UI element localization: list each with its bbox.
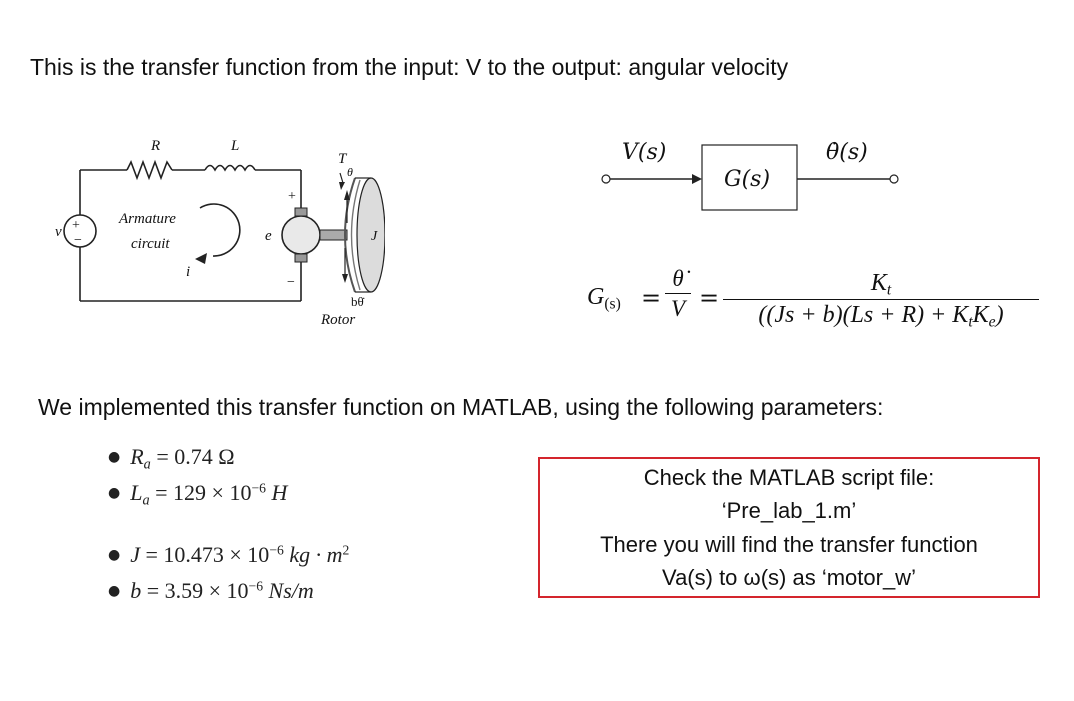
equals-sign: = xyxy=(641,284,662,312)
matlab-note-line: Check the MATLAB script file: xyxy=(643,464,935,490)
matlab-note-box xyxy=(538,457,1040,598)
param-la: ● $L_a = 129 \times 10^{-6}$ H xyxy=(108,480,288,509)
bullet-icon: ● xyxy=(108,449,121,465)
param-b: ● $b = 3.59 \times 10^{-6}$ Ns/m xyxy=(108,578,314,603)
fraction-motor-model: $K_t$ $((Js + b)(Ls + R) + K_tK_e)$ xyxy=(723,270,1039,329)
svg-text:−: − xyxy=(74,233,82,248)
block-diagram xyxy=(590,128,920,218)
motor-icon xyxy=(282,216,320,254)
tf-lhs: $G_{(s)}$ xyxy=(587,284,621,313)
parameter-list xyxy=(108,444,508,624)
bullet-icon: ● xyxy=(108,583,121,599)
svg-text:Rotor: Rotor xyxy=(321,312,356,328)
svg-text:e: e xyxy=(265,228,272,244)
rotor-flywheel-icon xyxy=(345,178,385,292)
svg-text:L: L xyxy=(231,138,240,154)
param-ra: ● $R_a = 0.74$ Ω xyxy=(108,444,235,473)
svg-text:+: + xyxy=(288,189,296,204)
matlab-note-line: There you will find the transfer function xyxy=(600,531,978,557)
matlab-note-line: ‘Pre_lab_1.m’ xyxy=(721,498,857,523)
svg-text:θ: θ xyxy=(347,165,353,179)
bullet-icon: ● xyxy=(108,485,121,501)
block-label: G(s) xyxy=(724,167,771,192)
arrow-right-icon xyxy=(692,174,702,184)
fraction-theta-over-v: θ̇ V xyxy=(665,266,691,323)
svg-text:circuit: circuit xyxy=(131,236,170,252)
svg-text:i: i xyxy=(186,264,191,280)
input-label: V(s) xyxy=(622,140,667,165)
svg-text:R: R xyxy=(151,138,161,154)
svg-text:−: − xyxy=(287,275,295,290)
input-node-icon xyxy=(602,175,610,183)
svg-text:bθ̇: bθ̇ xyxy=(351,294,364,309)
output-node-icon xyxy=(890,175,898,183)
param-j: ● $J = 10.473 \times 10^{-6}$ kg · $m^2$ xyxy=(108,542,350,567)
svg-text:T: T xyxy=(338,151,347,167)
output-label: θ̇(s) xyxy=(826,140,868,165)
matlab-note-line: Va(s) to ω(s) as ‘motor_w’ xyxy=(662,565,916,590)
dc-motor-circuit-diagram xyxy=(55,128,385,338)
svg-text:v: v xyxy=(55,224,62,240)
transfer-function-equation xyxy=(585,262,1055,342)
svg-text:+: + xyxy=(72,218,80,233)
equals-sign: = xyxy=(699,284,720,312)
matlab-heading: We implemented this transfer function on MATLAB, using the following parameters: xyxy=(38,394,884,420)
page-heading-transfer-function: This is the transfer function from the input: V to the output: angular velocity xyxy=(30,54,789,80)
svg-text:J: J xyxy=(371,229,378,244)
svg-text:Armature: Armature xyxy=(119,211,176,227)
bullet-icon: ● xyxy=(108,547,121,563)
